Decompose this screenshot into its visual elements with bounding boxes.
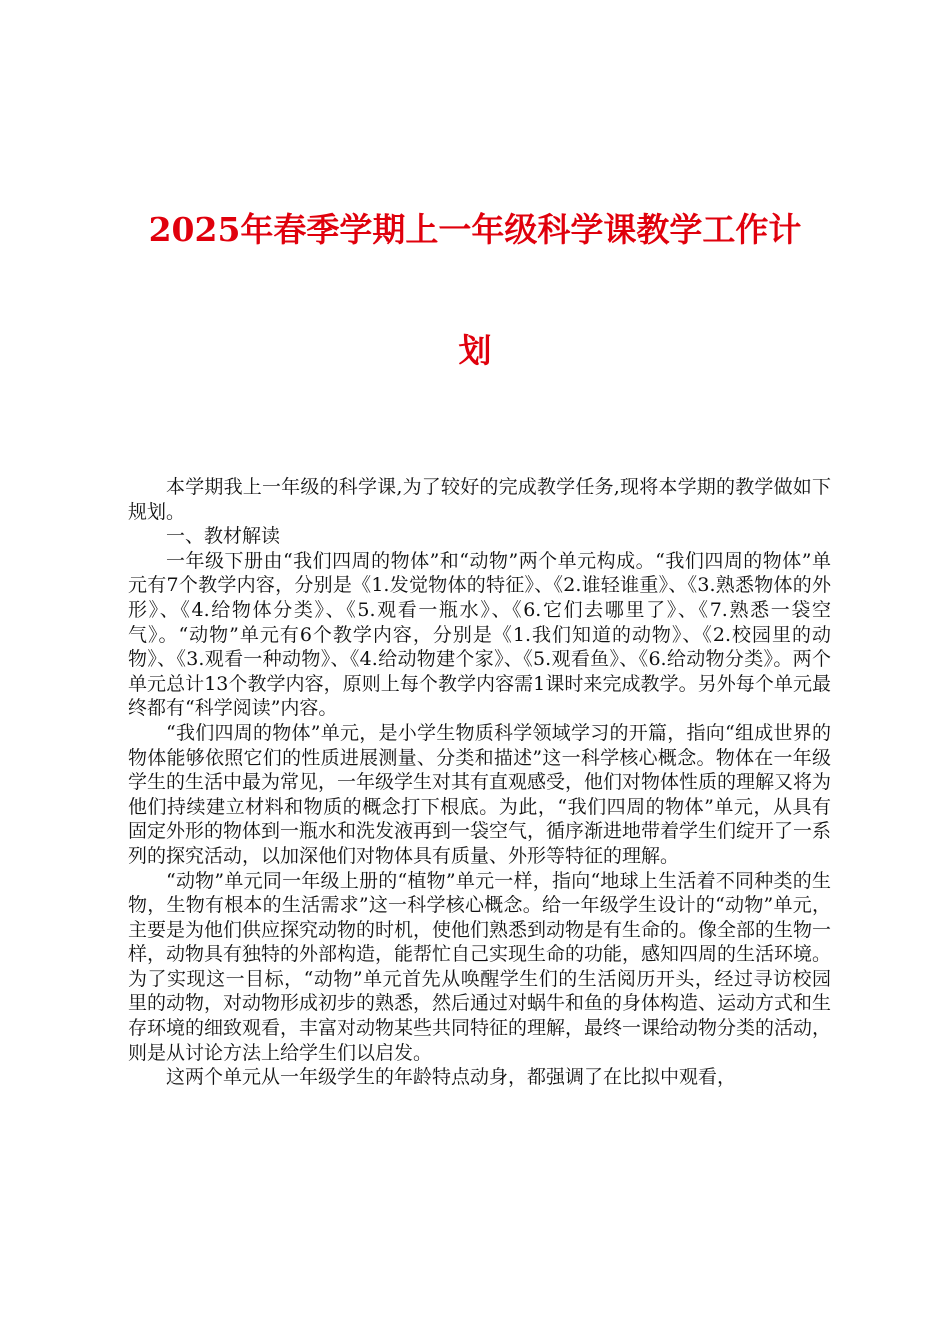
body-paragraph: 这两个单元从一年级学生的年龄特点动身，都强调了在比拟中观看， [166,1066,737,1089]
intro-paragraph: 本学期我上一年级的科学课,为了较好的完成教学任务,现将本学期的教学做如下规划。 [128,476,831,523]
body-paragraph: “我们四周的物体”单元，是小学生物质科学领域学习的开篇，指向“组成世界的物体能够依照它们的性质进展测量、分类和描述”这一科学核心概念。物体在一年级学生的生活中最为常见，一年级学生对其有直观感受，他们对物体性质的理解又将为他们持续建立材料和物质的概念打下根底。为此，“我们四周的物体”单元，从具有固定外形的物体到一瓶水和洗发液再到一袋空气，循序渐进地带着学生们绽开了一系列的探究活动，以加深他们对物体具有质量、外形等特征的理解。 [128,721,832,867]
section-heading-textbook-analysis: 一、教材解读 [166,525,281,548]
body-paragraph: “动物”单元同一年级上册的“植物”单元一样，指向“地球上生活着不同种类的生物，生物有根本的生活需求”这一科学核心概念。给一年级学生设计的“动物”单元，主要是为他们供应探究动物的时机，使他们熟悉到动物是有生命的。像全部的生物一样，动物具有独特的外部构造，能帮忙自己实现生命的功能，感知四周的生活环境。为了实现这一目标，“动物”单元首先从唤醒学生们的生活阅历开头，经过寻访校园里的动物，对动物形成初步的熟悉，然后通过对蜗牛和鱼的身体构造、运动方式和生存环境的细致观看，丰富对动物某些共同特征的理解，最终一课给动物分类的活动，则是从讨论方法上给学生们以启发。 [128,869,832,1064]
document-title-line-1: 2025年春季学期上一年级科学课教学工作计 [148,210,802,249]
body-paragraph: 一年级下册由“我们四周的物体”和“动物”两个单元构成。“我们四周的物体”单元有7个教学内容，分别是《1.发觉物体的特征》、《2.谁轻谁重》、《3.熟悉物体的外形》、《4.给物体分类》、《5.观看一瓶水》、《6.它们去哪里了》、《7.熟悉一袋空气》。“动物”单元有6个教学内容，分别是《1.我们知道的动物》、《2.校园里的动物》、《3.观看一种动物》、《4.给动物建个家》、《5.观看鱼》、《6.给动物分类》。两个单元总计13个教学内容，原则上每个教学内容需1课时来完成教学。另外每个单元最终都有“科学阅读”内容。 [128,549,831,720]
document-title-line-2: 划 [458,331,492,370]
document-body [128,475,831,1090]
